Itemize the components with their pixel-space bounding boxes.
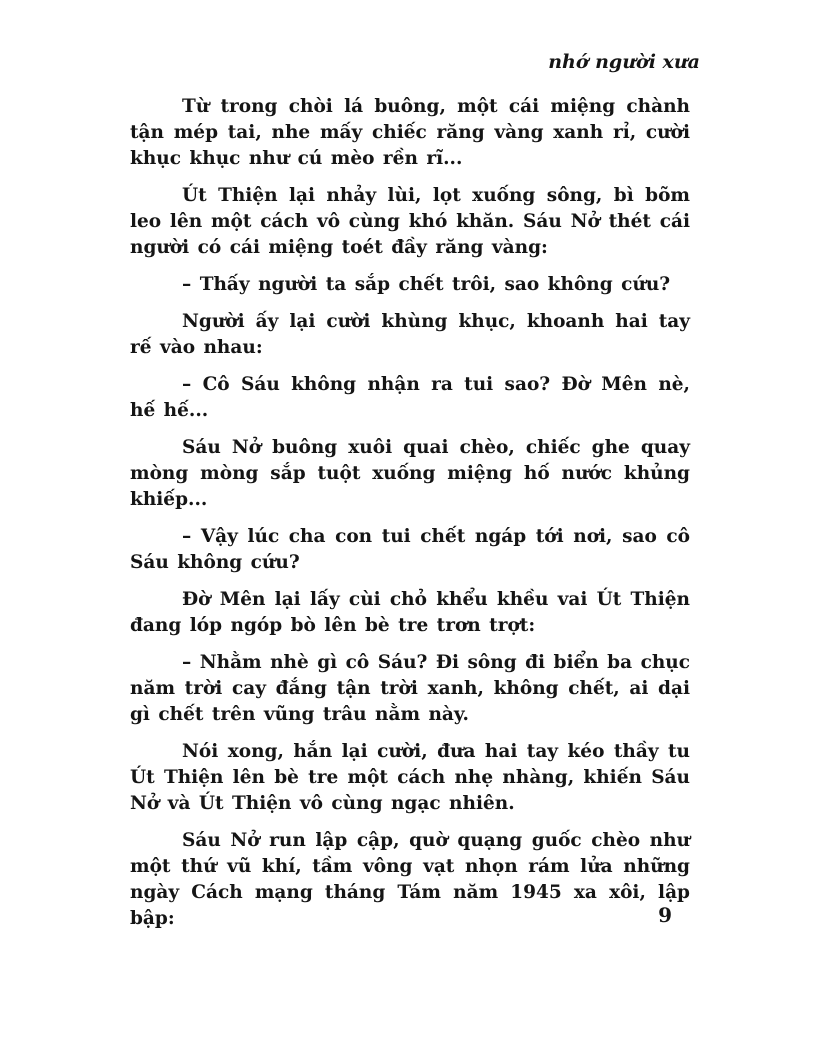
paragraph: Nói xong, hắn lại cười, đưa hai tay kéo thầy tu Út Thiện lên bè tre một cách nhẹ nhàng, khiến Sáu Nở và Út Thiện vô cùng ngạc nhiên. xyxy=(130,741,690,814)
paragraph-dialogue: – Vậy lúc cha con tui chết ngáp tới nơi, sao cô Sáu không cứu? xyxy=(130,526,690,573)
paragraph-dialogue: – Cô Sáu không nhận ra tui sao? Đờ Mên nè, hế hế... xyxy=(130,374,690,421)
paragraph: Sáu Nở buông xuôi quai chèo, chiếc ghe quay mòng mòng sắp tuột xuống miệng hố nước khủng khiếp... xyxy=(130,437,690,510)
page-number: 9 xyxy=(658,903,672,927)
running-header: nhớ người xưa xyxy=(548,51,700,73)
paragraph: Út Thiện lại nhảy lùi, lọt xuống sông, bì bõm leo lên một cách vô cùng khó khăn. Sáu Nở thét cái người có cái miệng toét đầy răng vàng: xyxy=(130,185,690,258)
paragraph-dialogue: – Nhằm nhè gì cô Sáu? Đi sông đi biển ba chục năm trời cay đắng tận trời xanh, không chết, ai dại gì chết trên vũng trâu nằm này. xyxy=(130,652,690,725)
paragraph: Đờ Mên lại lấy cùi chỏ khểu khều vai Út Thiện đang lóp ngóp bò lên bè tre trơn trợt: xyxy=(130,589,690,636)
paragraph-dialogue: – Thấy người ta sắp chết trôi, sao không cứu? xyxy=(182,274,671,295)
paragraph: Từ trong chòi lá buông, một cái miệng chành tận mép tai, nhe mấy chiếc răng vàng xanh rỉ, cười khục khục như cú mèo rền rĩ... xyxy=(130,96,690,169)
paragraph: Người ấy lại cười khùng khục, khoanh hai tay rế vào nhau: xyxy=(130,311,690,358)
paragraph: Sáu Nở run lập cập, quờ quạng guốc chèo như một thứ vũ khí, tầm vông vạt nhọn rám lửa những ngày Cách mạng tháng Tám năm 1945 xa xôi, lập bập: xyxy=(130,830,690,929)
page-body xyxy=(130,94,690,943)
